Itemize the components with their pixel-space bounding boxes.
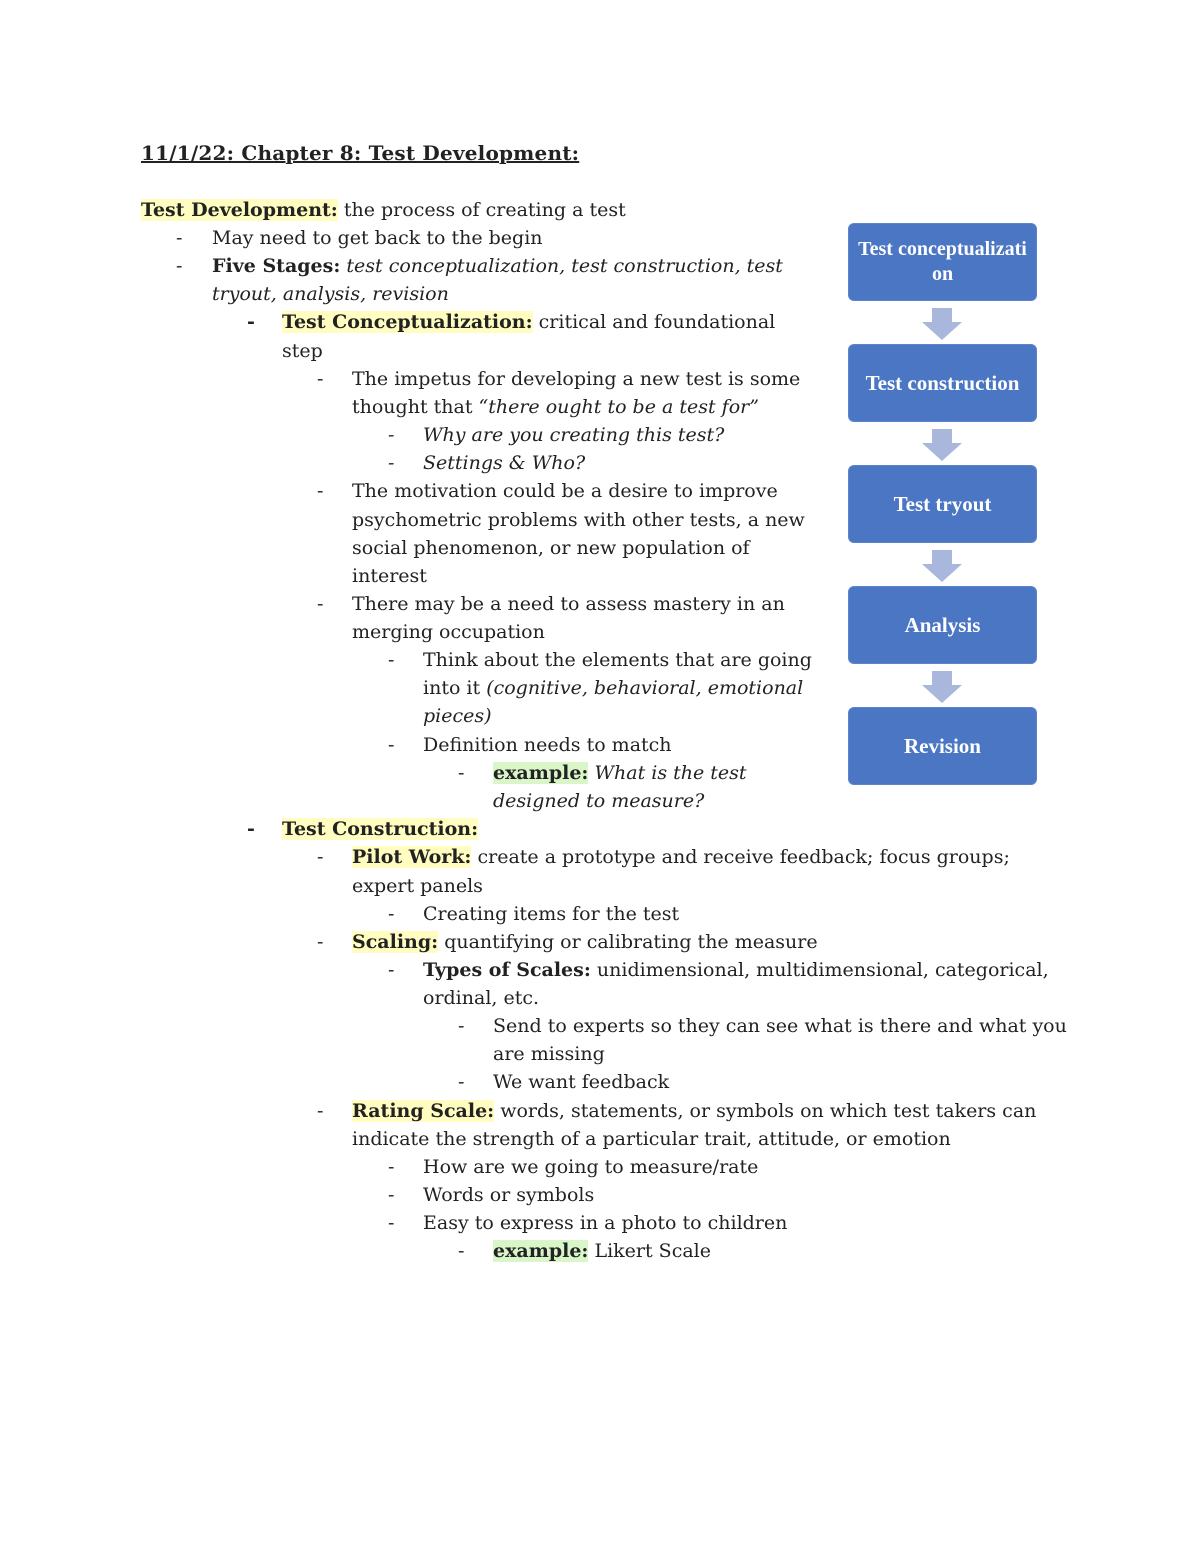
bullet-dash: - [388, 959, 395, 981]
list-item-continuation: tryout, analysis, revision [212, 283, 449, 305]
bullet-dash: - [317, 593, 324, 615]
bullet-dash: - [388, 1212, 395, 1234]
list-item [388, 449, 585, 477]
list-item-continuation: indicate the strength of a particular trait, attitude, or emotion [352, 1128, 951, 1150]
list-item [388, 956, 1049, 984]
list-item [458, 1012, 1067, 1040]
example-label: example: [493, 762, 589, 784]
list-item-continuation: ordinal, etc. [423, 987, 540, 1009]
list-item [247, 815, 478, 843]
list-item-continuation: are missing [493, 1043, 605, 1065]
list-item [388, 646, 812, 674]
bullet-dash: - [388, 734, 395, 756]
list-item [176, 224, 543, 252]
list-item [388, 421, 724, 449]
list-item-text: create a prototype and receive feedback; focus groups; [471, 846, 1010, 868]
list-item [388, 1153, 758, 1181]
bullet-dash: - [458, 1071, 465, 1093]
list-item [388, 731, 672, 759]
list-item-text: Creating items for the test [423, 903, 680, 925]
list-item-text: Definition needs to match [423, 734, 672, 756]
down-arrow-icon [922, 308, 962, 340]
flow-step-tryout: Test tryout [848, 465, 1037, 543]
term-pilot-work: Pilot Work: [352, 846, 472, 868]
list-item [317, 928, 818, 956]
bullet-dash: - [388, 452, 395, 474]
list-item-continuation: expert panels [352, 875, 483, 897]
list-item [388, 1181, 594, 1209]
bullet-dash: - [317, 1100, 324, 1122]
flow-step-conceptualization: Test conceptualization [848, 223, 1037, 301]
list-item-text: There may be a need to assess mastery in an [352, 593, 785, 615]
list-item-continuation: merging occupation [352, 621, 545, 643]
list-item-text: The impetus for developing a new test is some [352, 368, 801, 390]
list-item-text: Settings & Who? [423, 452, 586, 474]
list-item-continuation: social phenomenon, or new population of [352, 537, 750, 559]
list-item-text: We want feedback [493, 1071, 670, 1093]
list-item-text: How are we going to measure/rate [423, 1156, 759, 1178]
list-item [176, 252, 783, 280]
bullet-dash: - [247, 818, 255, 840]
bullet-dash: - [388, 1184, 395, 1206]
quote-text: “there ought to be a test for” [478, 396, 759, 418]
list-item-continuation: pieces) [423, 705, 492, 727]
flow-step-revision: Revision [848, 707, 1037, 785]
bullet-dash: - [176, 255, 183, 277]
list-item [388, 1209, 787, 1237]
down-arrow-icon [922, 550, 962, 582]
down-arrow-icon [922, 671, 962, 703]
bullet-dash: - [317, 480, 324, 502]
term-types-of-scales: Types of Scales: [423, 959, 591, 981]
list-item [317, 477, 778, 505]
bullet-dash: - [458, 1015, 465, 1037]
flow-step-analysis: Analysis [848, 586, 1037, 664]
term-test-development: Test Development: [141, 199, 338, 221]
list-item-continuation: psychometric problems with other tests, a new [352, 509, 805, 531]
term-five-stages: Five Stages: [212, 255, 341, 277]
list-item-text: quantifying or calibrating the measure [438, 931, 818, 953]
list-item-text: Easy to express in a photo to children [423, 1212, 788, 1234]
list-item-text: test conceptualization, test construction, test [340, 255, 783, 277]
list-item-text: Words or symbols [423, 1184, 595, 1206]
list-item-text: critical and foundational [532, 311, 776, 333]
list-item [388, 900, 679, 928]
bullet-dash: - [317, 846, 324, 868]
list-item-text: The motivation could be a desire to improve [352, 480, 778, 502]
bullet-dash: - [388, 649, 395, 671]
list-item [317, 843, 1010, 871]
list-item-continuation: interest [352, 565, 427, 587]
list-item [317, 590, 785, 618]
bullet-dash: - [317, 931, 324, 953]
term-test-conceptualization: Test Conceptualization: [282, 311, 533, 333]
term-scaling: Scaling: [352, 931, 439, 953]
list-item-text: Why are you creating this test? [423, 424, 725, 446]
list-item-continuation: step [282, 340, 323, 362]
list-item-text: thought that [352, 396, 479, 418]
list-item-text: May need to get back to the begin [212, 227, 543, 249]
bullet-dash: - [247, 311, 255, 333]
bullet-dash: - [388, 424, 395, 446]
bullet-dash: - [458, 1240, 465, 1262]
list-item-text: words, statements, or symbols on which test takers can [494, 1100, 1037, 1122]
list-item [247, 308, 775, 336]
list-item-continuation [352, 393, 759, 421]
list-item-italic: (cognitive, behavioral, emotional [486, 677, 804, 699]
list-item [317, 365, 800, 393]
list-item [458, 1068, 669, 1096]
list-item-italic: What is the test [588, 762, 747, 784]
intro-text: the process of creating a test [337, 199, 626, 221]
list-item [458, 1237, 711, 1265]
bullet-dash: - [176, 227, 183, 249]
list-item-text: Think about the elements that are going [423, 649, 812, 671]
term-test-construction: Test Construction: [282, 818, 479, 840]
list-item-text: Send to experts so they can see what is there and what you [493, 1015, 1067, 1037]
list-item-continuation [423, 674, 803, 702]
down-arrow-icon [922, 429, 962, 461]
list-item-text: unidimensional, multidimensional, categorical, [590, 959, 1049, 981]
list-item-continuation: designed to measure? [493, 790, 705, 812]
page-title: 11/1/22: Chapter 8: Test Development: [141, 141, 580, 165]
example-label: example: [493, 1240, 589, 1262]
list-item [458, 759, 747, 787]
list-item [317, 1097, 1036, 1125]
intro-line [141, 196, 626, 224]
list-item-text: into it [423, 677, 487, 699]
bullet-dash: - [388, 1156, 395, 1178]
list-item-text: Likert Scale [588, 1240, 711, 1262]
flow-step-construction: Test construction [848, 344, 1037, 422]
bullet-dash: - [458, 762, 465, 784]
bullet-dash: - [317, 368, 324, 390]
bullet-dash: - [388, 903, 395, 925]
term-rating-scale: Rating Scale: [352, 1100, 495, 1122]
